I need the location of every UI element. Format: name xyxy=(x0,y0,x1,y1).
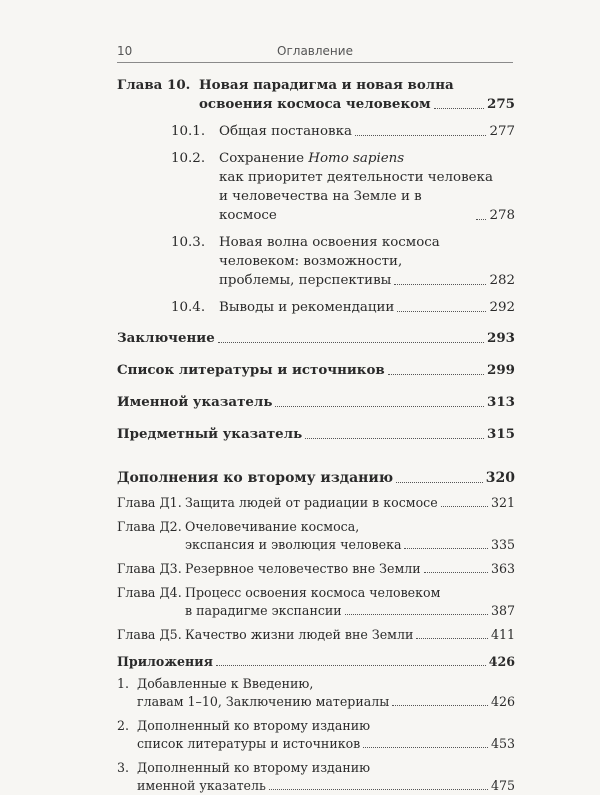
entry-title: Именной указатель xyxy=(117,394,273,410)
page-number: 315 xyxy=(487,426,515,442)
entry-title: Заключение xyxy=(117,330,215,346)
chapter-label: Глава Д5. xyxy=(117,627,182,642)
toc-appendices-heading[interactable] xyxy=(117,653,515,671)
toc-addition-chapter-d1[interactable] xyxy=(117,494,515,512)
chapter-title: Защита людей от радиации в космосе xyxy=(185,495,438,510)
chapter-title-line: Процесс освоения космоса человеком xyxy=(185,585,441,600)
page-number: 363 xyxy=(490,561,515,576)
toc-entry-subject-index[interactable] xyxy=(117,425,515,444)
chapter-title: Резервное человечество вне Земли xyxy=(185,561,421,576)
appendix-number: 1. xyxy=(117,676,130,691)
chapter-title-line: Новая парадигма и новая волна xyxy=(199,77,454,93)
chapter-label: Глава Д2. xyxy=(117,519,182,534)
chapter-title-line: Очеловечивание космоса, xyxy=(185,519,360,534)
leader-dots xyxy=(388,374,484,375)
section-title-line: проблемы, перспективы xyxy=(219,273,392,288)
entry-title: Дополнения ко второму изданию xyxy=(117,470,394,486)
chapter-title: Качество жизни людей вне Земли xyxy=(185,627,414,642)
toc-appendix-3[interactable] xyxy=(117,759,515,795)
toc-section-10-3[interactable] xyxy=(117,233,515,290)
toc-section-10-2[interactable] xyxy=(117,149,515,225)
page-number: 453 xyxy=(490,736,515,751)
toc-addition-chapter-d3[interactable] xyxy=(117,560,515,578)
leader-dots xyxy=(275,406,484,407)
page-number: 275 xyxy=(487,96,515,112)
toc-additions-heading[interactable] xyxy=(117,468,515,488)
page-number: 313 xyxy=(487,394,515,410)
section-title: Общая постановка xyxy=(219,124,352,139)
appendix-title-line: главам 1–10, Заключению материалы xyxy=(137,694,390,709)
section-number: 10.3. xyxy=(171,235,206,250)
appendix-title-line: Дополненный ко второму изданию xyxy=(137,718,371,733)
leader-dots xyxy=(396,482,483,483)
appendix-title-line: Добавленные к Введению, xyxy=(137,676,314,691)
entry-title: Список литературы и источников xyxy=(117,362,385,378)
section-title: Выводы и рекомендации xyxy=(219,300,395,315)
page-number: 278 xyxy=(489,208,515,223)
leader-dots xyxy=(216,665,486,666)
leader-dots xyxy=(269,789,488,790)
toc-section-10-4[interactable] xyxy=(117,298,515,317)
page-number: 335 xyxy=(490,537,515,552)
page-number: 387 xyxy=(490,603,515,618)
leader-dots xyxy=(305,438,484,439)
leader-dots xyxy=(404,548,487,549)
chapter-label: Глава Д4. xyxy=(117,585,182,600)
page-number: 292 xyxy=(489,300,515,315)
section-number: 10.1. xyxy=(171,124,206,139)
leader-dots xyxy=(394,284,486,285)
running-header xyxy=(117,44,513,63)
appendix-title-line: список литературы и источников xyxy=(137,736,361,751)
page-number: 411 xyxy=(490,627,515,642)
page-number: 426 xyxy=(488,654,515,669)
toc-appendix-1[interactable] xyxy=(117,675,515,711)
section-title-line: как приоритет деятельности человека xyxy=(219,170,493,185)
section-title-line: человеком: возможности, xyxy=(219,254,403,269)
chapter-label: Глава Д1. xyxy=(117,495,182,510)
entry-title: Предметный указатель xyxy=(117,426,303,442)
leader-dots xyxy=(424,572,488,573)
toc-appendix-2[interactable] xyxy=(117,717,515,753)
page-number: 426 xyxy=(490,694,515,709)
chapter-title-line: освоения космоса человеком xyxy=(199,96,431,112)
leader-dots xyxy=(355,135,487,136)
appendix-title-line: Дополненный ко второму изданию xyxy=(137,760,371,775)
section-title-line: и человечества на Земле и в космосе xyxy=(219,189,422,223)
page-number: 277 xyxy=(489,124,515,139)
leader-dots xyxy=(397,311,486,312)
toc-entry-conclusion[interactable] xyxy=(117,329,515,348)
chapter-label: Глава 10. xyxy=(117,77,191,93)
leader-dots xyxy=(441,506,488,507)
toc-entry-name-index[interactable] xyxy=(117,393,515,412)
toc-addition-chapter-d5[interactable] xyxy=(117,626,515,644)
chapter-title-line: в парадигме экспансии xyxy=(185,603,342,618)
toc-addition-chapter-d4[interactable] xyxy=(117,584,515,620)
appendix-number: 2. xyxy=(117,718,130,733)
page-number: 293 xyxy=(487,330,515,346)
section-number: 10.2. xyxy=(171,151,206,166)
toc-addition-chapter-d2[interactable] xyxy=(117,518,515,554)
appendix-number: 3. xyxy=(117,760,130,775)
chapter-title-line: экспансия и эволюция человека xyxy=(185,537,402,552)
section-title: Сохранение xyxy=(219,151,309,166)
page-number: 282 xyxy=(489,273,515,288)
toc-section-10-1[interactable] xyxy=(117,122,515,141)
section-number: 10.4. xyxy=(171,300,206,315)
header-page-number: 10 xyxy=(117,44,133,58)
section-title-line: Новая волна освоения космоса xyxy=(219,235,440,250)
toc-chapter-10[interactable] xyxy=(117,76,515,114)
section-title-italic: Homo sapiens xyxy=(308,151,405,166)
page-number: 299 xyxy=(487,362,515,378)
leader-dots xyxy=(416,638,488,639)
page-number: 321 xyxy=(490,495,515,510)
page-number: 320 xyxy=(485,470,515,486)
leader-dots xyxy=(392,705,488,706)
toc-entry-references[interactable] xyxy=(117,361,515,380)
leader-dots xyxy=(345,614,488,615)
page-number: 475 xyxy=(490,778,515,793)
leader-dots xyxy=(218,342,484,343)
entry-title: Приложения xyxy=(117,654,213,669)
leader-dots xyxy=(363,747,488,748)
chapter-label: Глава Д3. xyxy=(117,561,182,576)
appendix-title-line: именной указатель xyxy=(137,778,266,793)
table-of-contents xyxy=(117,76,515,795)
leader-dots xyxy=(476,219,486,220)
header-title: Оглавление xyxy=(277,44,353,58)
leader-dots xyxy=(434,108,484,109)
